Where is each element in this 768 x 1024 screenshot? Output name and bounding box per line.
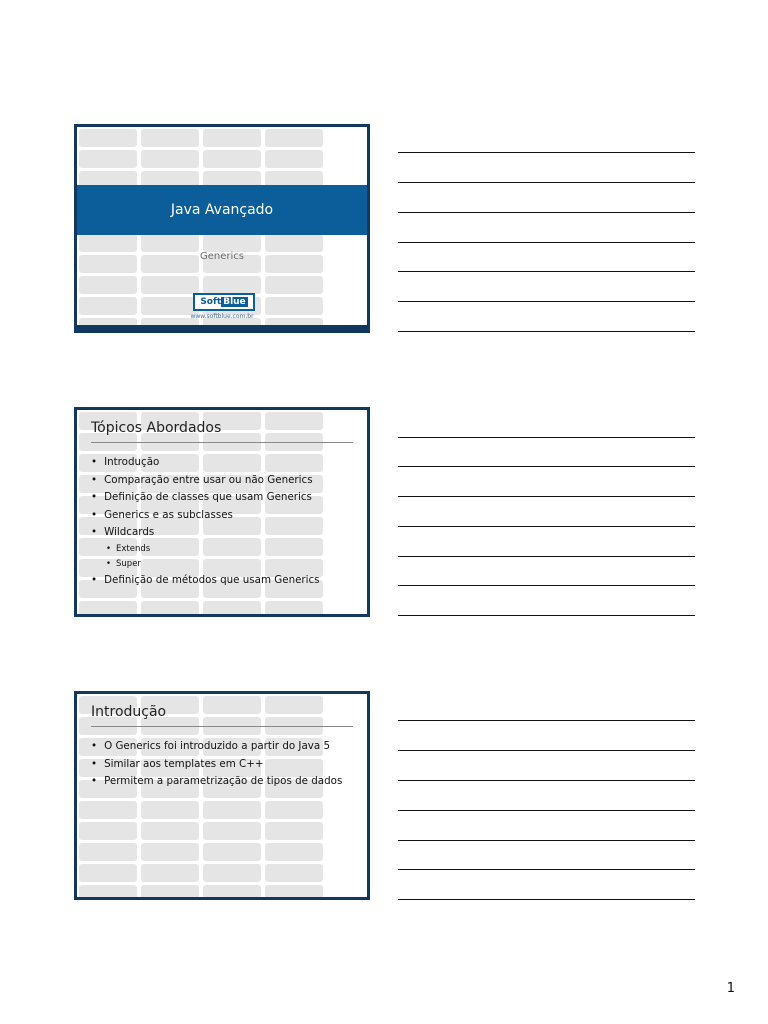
note-line <box>398 271 695 272</box>
note-line <box>398 869 695 870</box>
bullet-item: • Definição de métodos que usam Generics <box>91 572 320 590</box>
sub-bullet-item: • Extends <box>106 542 320 557</box>
bullet-item: • Wildcards <box>91 524 320 542</box>
note-line <box>398 466 695 467</box>
slide-2-title: Tópicos Abordados <box>91 420 222 436</box>
slide-3-title: Introdução <box>91 704 167 720</box>
note-line <box>398 810 695 811</box>
note-line <box>398 840 695 841</box>
note-line <box>398 242 695 243</box>
note-line <box>398 526 695 527</box>
note-line <box>398 720 695 721</box>
website-text: www.softblue.com.br <box>190 313 254 320</box>
slide-3 <box>74 691 370 900</box>
note-line <box>398 496 695 497</box>
note-line <box>398 899 695 900</box>
note-line <box>398 750 695 751</box>
bullet-item: • Similar aos templates em C++ <box>91 756 342 774</box>
title-divider <box>91 726 353 727</box>
bullet-item: • Comparação entre usar ou não Generics <box>91 472 320 490</box>
note-line <box>398 780 695 781</box>
bullet-item: • Permitem a parametrização de tipos de dados <box>91 773 342 791</box>
note-line <box>398 182 695 183</box>
slide-footer-bar <box>77 325 367 330</box>
bullet-item: • O Generics foi introduzido a partir do Java 5 <box>91 738 342 756</box>
note-line <box>398 301 695 302</box>
note-line <box>398 331 695 332</box>
note-line <box>398 556 695 557</box>
bullet-item: • Generics e as subclasses <box>91 507 320 525</box>
note-line <box>398 212 695 213</box>
softblue-logo: Soft Blue <box>193 293 255 311</box>
bullet-item: • Introdução <box>91 454 320 472</box>
title-divider <box>91 442 353 443</box>
slide-1-title: Java Avançado <box>170 202 274 218</box>
slide-1 <box>74 124 370 333</box>
note-line <box>398 615 695 616</box>
note-line <box>398 437 695 438</box>
note-line <box>398 152 695 153</box>
bullet-list <box>91 738 342 791</box>
slide-1-subtitle: Generics <box>200 251 244 262</box>
sub-bullet-item: • Super <box>106 557 320 572</box>
note-line <box>398 585 695 586</box>
bullet-list <box>91 454 320 589</box>
page-number: 1 <box>726 981 735 996</box>
bullet-item: • Definição de classes que usam Generics <box>91 489 320 507</box>
title-band <box>77 185 367 235</box>
slide-2 <box>74 407 370 617</box>
